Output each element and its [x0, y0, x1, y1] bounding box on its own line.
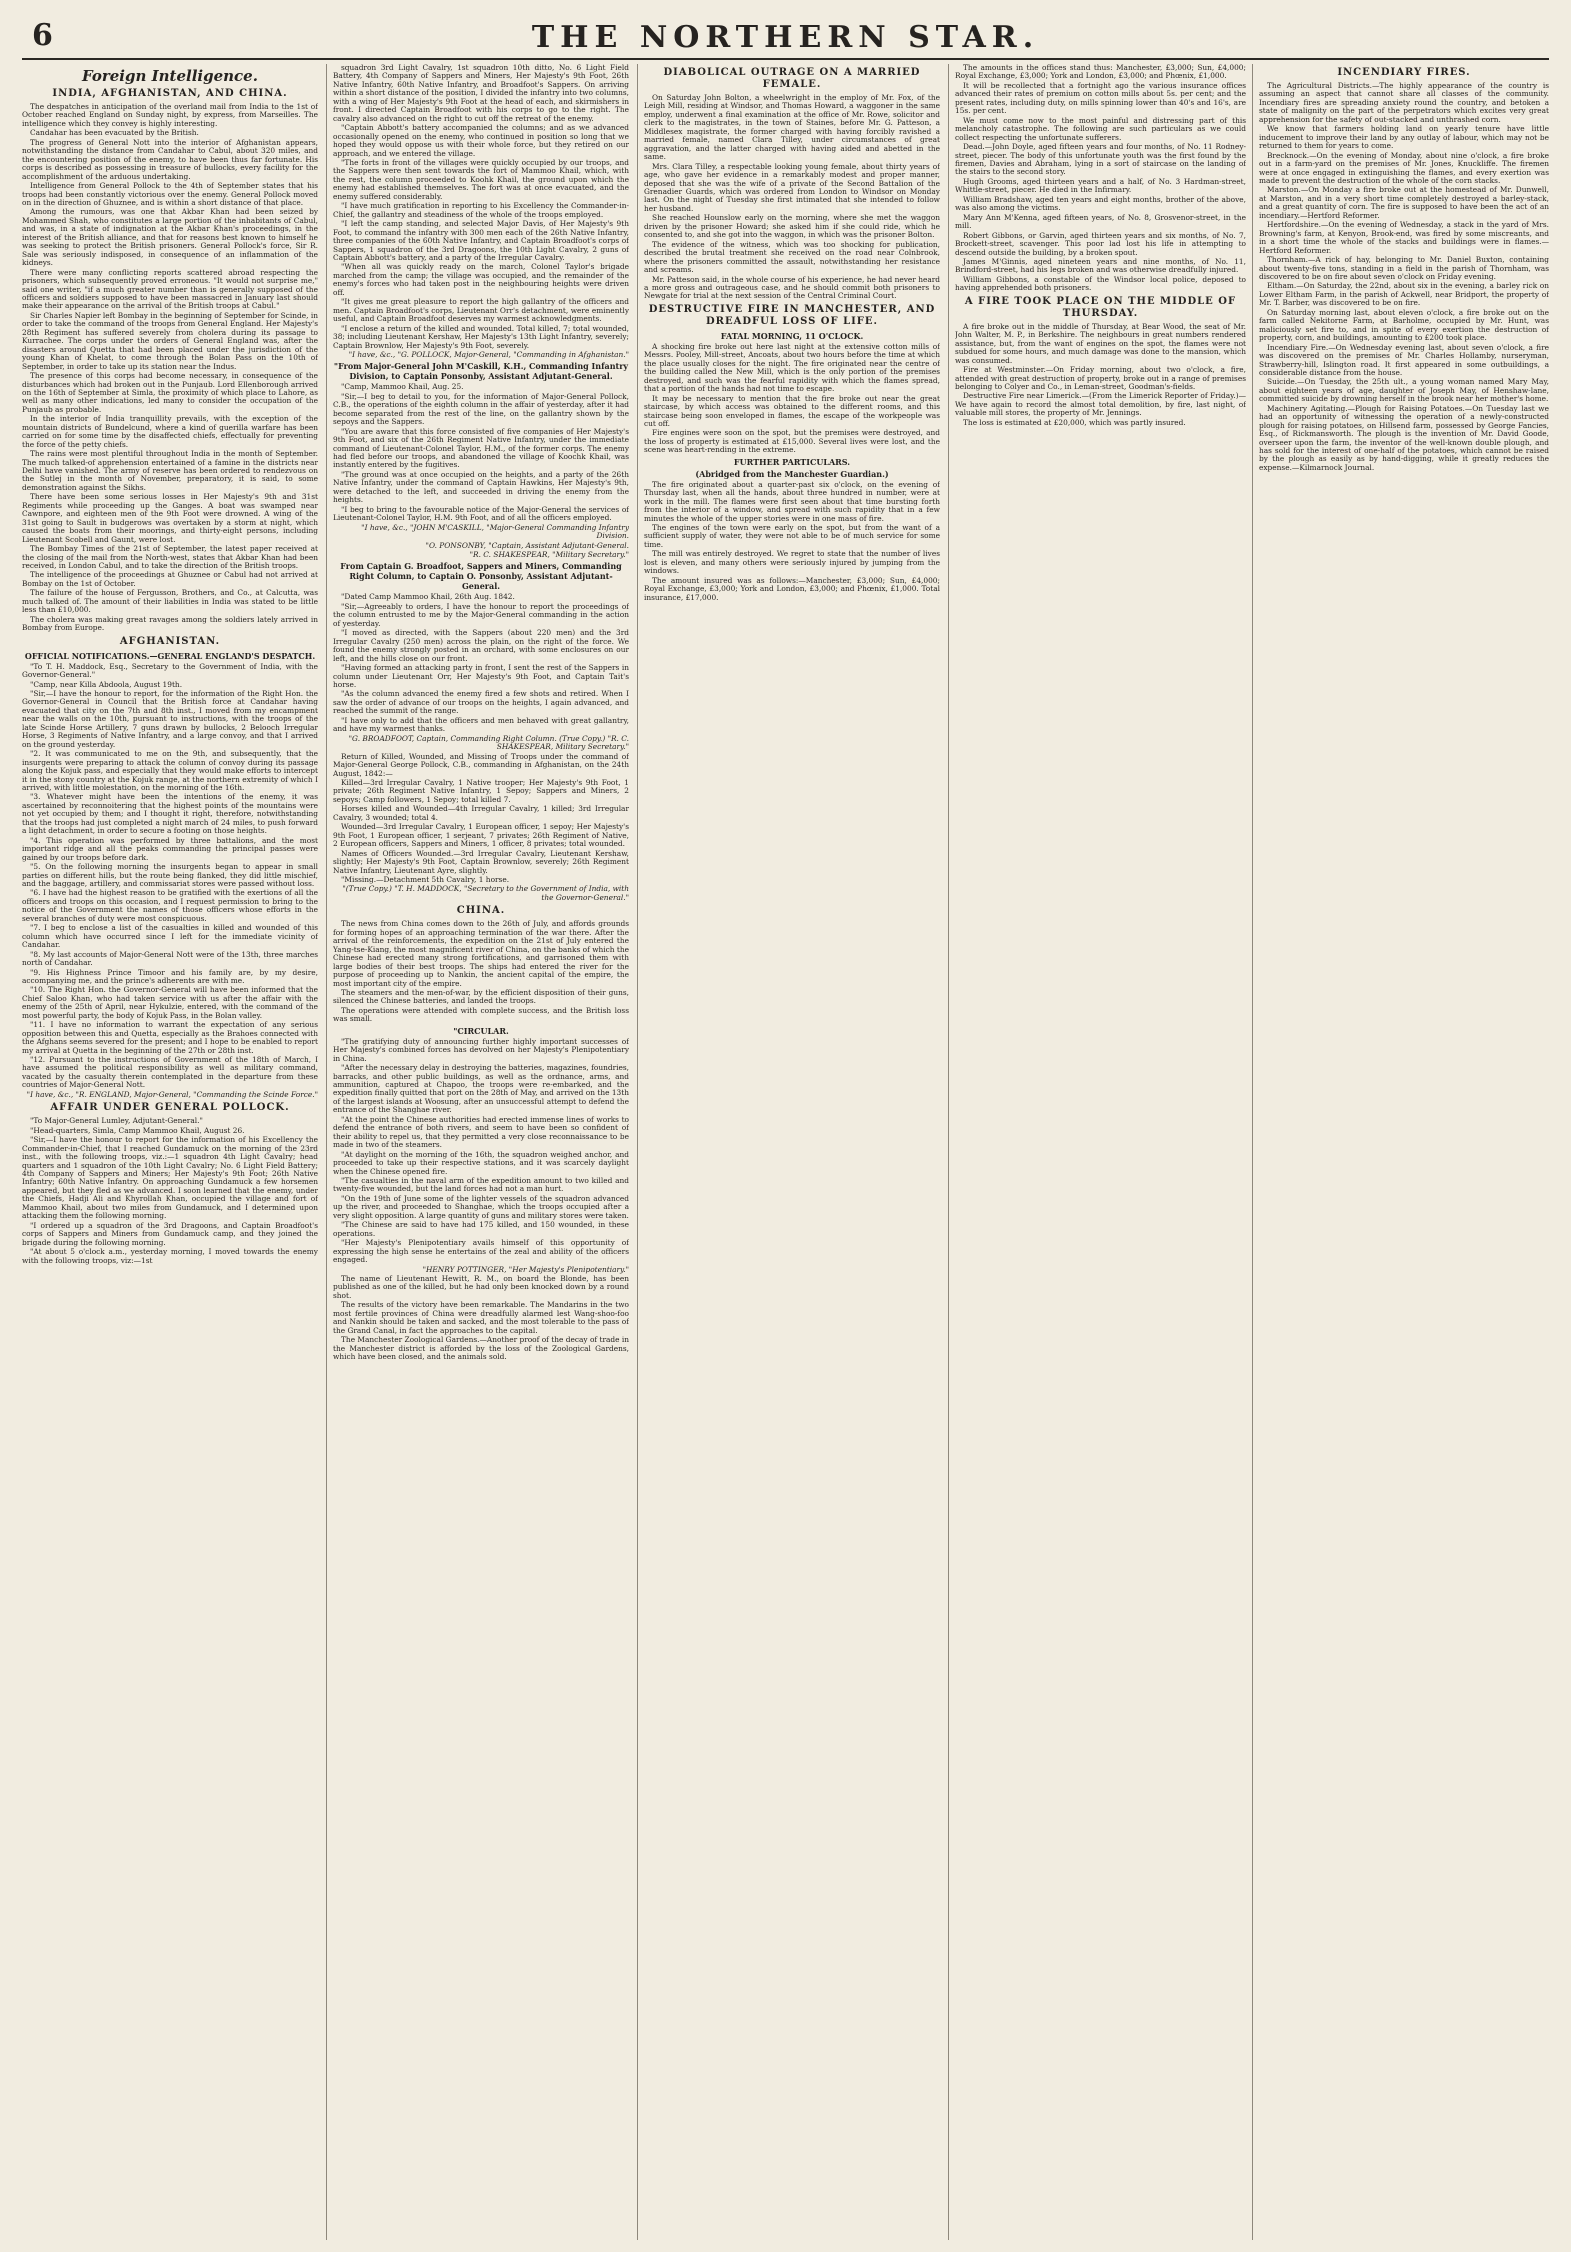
paragraph: "2. It was communicated to me on the 9th, and subsequently, that the insurgents were preparing to attack the column of convoy during its passage along the Kojuk pass, and especially that they would make efforts to intercept it in the stony country at the Kojuk range, at the northern extremity of which I arrived, with little molestation, on the morning of the 16th.	[22, 749, 318, 792]
paragraph: Machinery Agitating.—Plough for Raising Potatoes.—On Tuesday last we had an opportunity of witnessing the operation of a newly-constructed plough for raising potatoes, on Hillsend farm, possessed by George Fancies, Esq., of Rickmansworth. The plough is the invention of Mr. David Goode, overseer upon the farm, the inventor of the well-known double plough, and has sold for the interest of one-half of the potatoes, which cannot be raised by the plough as easily as by hand-digging, while it greatly reduces the expense.—Kilmarnock Journal.	[1259, 403, 1549, 472]
paragraph: "I left the camp standing, and selected Major Davis, of Her Majesty's 9th Foot, to command the infantry with 300 men each of the 26th Native Infantry, three companies of the 60th Native Infantry, and Captain Broadfoot's corps of Sappers, 1 squadron of the 3rd Dragoons, the 10th Light Cavalry, 2 guns of Captain Abbott's battery, and a party of the Irregular Cavalry.	[333, 219, 629, 262]
paragraph: The despatches in anticipation of the overland mail from India to the 1st of October reached England on Sunday night, by express, from Marseilles. The intelligence which they convey is highly interesting.	[22, 102, 318, 128]
paragraph: "The ground was at once occupied on the heights, and a party of the 26th Native Infantry, under the command of Captain Hawkins, Her Majesty's 9th, were detached to the left, and succeeded in driving the enemy from the heights.	[333, 469, 629, 505]
signature: "R. C. SHAKESPEAR, "Military Secretary."	[469, 550, 629, 560]
paragraph: The Agricultural Districts.—The highly appearance of the country is assuming an aspect that cannot share all classes of the community. Incendiary fires are spreading anxiety round the country, and betoken a state of malignity on the part of the perpetrators which excites very great apprehension for the safety of out-stacked and unthrashed corn.	[1259, 81, 1549, 124]
paragraph: "I have much gratification in reporting to his Excellency the Commander-in-Chief, the gallantry and steadiness of the whole of the troops employed.	[333, 201, 629, 219]
section-heading: A FIRE TOOK PLACE ON THE MIDDLE OF THURSDAY.	[964, 295, 1237, 319]
paragraph: "On the 19th of June some of the lighter vessels of the squadron advanced up the river, and proceeded to Shanghae, which the troops occupied after a very slight opposition. A large quantity of guns and military stores were taken.	[333, 1193, 629, 1220]
paragraph: "After the necessary delay in destroying the batteries, magazines, foundries, barracks, and other public buildings, as well as the ordnance, arms, and ammunition, captured at Chapoo, the troops were re-embarked, and the expedition finally quitted that port on the 28th of May, and arrived on the 13th of the largest islands at Woosung, after an unsuccessful attempt to defend the entrance of the Shanghae river.	[333, 1063, 629, 1115]
paragraph: "It gives me great pleasure to report the high gallantry of the officers and men. Captain Broadfoot's corps, Lieutenant Orr's detachment, were eminently useful, and Captain Broadfoot deserves my warmest acknowledgments.	[333, 297, 629, 324]
column-4	[955, 64, 1246, 2240]
section-heading: AFFAIR UNDER GENERAL POLLOCK.	[50, 1102, 290, 1114]
paragraph: The cholera was making great ravages among the soldiers lately arrived in Bombay from Europe.	[22, 614, 318, 633]
paragraph: The news from China comes down to the 26th of July, and affords grounds for forming hopes of an approaching termination of the war there. After the arrival of the reinforcements, the expedition on the 21st of July entered the Yang-tse-Kiang, the most magnificent river of China, on the banks of which the Chinese had erected many strong fortifications, and garrisoned them with large bodies of their best troops. The ships had entered the river for the purpose of proceeding up to Nankin, the ancient capital of the empire, the most important city of the empire.	[333, 919, 629, 988]
subheading: FURTHER PARTICULARS.	[733, 456, 851, 467]
paragraph: Mr. Patteson said, in the whole course of his experience, he had never heard a more gross and outrageous case, and he should commit both prisoners to Newgate for trial at the next session of the Central Criminal Court.	[644, 274, 940, 301]
paragraph: Horses killed and Wounded—4th Irregular Cavalry, 1 killed; 3rd Irregular Cavalry, 3 wounded; total 4.	[333, 804, 629, 822]
signature: "HENRY POTTINGER, "Her Majesty's Plenipotentiary."	[422, 1264, 629, 1274]
paragraph: "Dated Camp Mammoo Khail, 26th Aug. 1842.	[341, 592, 515, 602]
paragraph: Candahar has been evacuated by the British.	[30, 128, 199, 138]
section-heading: INCENDIARY FIRES.	[1337, 67, 1471, 78]
masthead	[22, 18, 1549, 60]
paragraph: "As the column advanced the enemy fired a few shots and retired. When I saw the order of advance of our troops on the heights, I again advanced, and reached the summit of the range.	[333, 689, 629, 716]
paragraph: "I beg to bring to the favourable notice of the Major-General the services of Lieutenant-Colonel Taylor, H.M. 9th Foot, and of all the officers employed.	[333, 504, 629, 523]
paragraph: A fire broke out in the middle of Thursday, at Bear Wood, the seat of Mr. John Walter, M. P., in Berkshire. The neighbours in great numbers rendered assistance, but, from the want of engines on the spot, the flames were not subdued for some hours, and much damage was done to the mansion, which was consumed.	[955, 321, 1246, 365]
paragraph: "Captain Abbott's battery accompanied the columns; and as we advanced occasionally opened on the enemy, who continued in position so long that we hoped they would oppose us with their whole force, but they retired on our approach, and we entered the village.	[333, 123, 629, 158]
paragraph: The fire originated about a quarter-past six o'clock, on the evening of Thursday last, when all the hands, about three hundred in number, were at work in the mill. The flames were first seen about that time bursting forth from the interior of a window, and spread with such rapidity that in a few minutes the whole of the upper stories were in one mass of fire.	[644, 479, 940, 523]
paragraph: "When all was quickly ready on the march, Colonel Taylor's brigade marched from the camp; the village was occupied, and the remainder of the enemy's forces who had taken post in the neighbouring heights were driven off.	[333, 262, 629, 297]
paragraph: "Sir,—I have the honour to report for the information of his Excellency the Commander-in-Chief, that I reached Gundamuck on the morning of the 23rd inst., with the following troops, viz.:—1 squadron 4th Light Cavalry; head quarters and 1 squadron of the 10th Light Cavalry; No. 6 Light Field Battery; 4th Company of Sappers and Miners; Her Majesty's 9th Foot; 26th Native Infantry; 60th Native Infantry. On approaching Gundamuck a few horsemen appeared, but they fled as we advanced. I soon learned that the enemy, under the Chiefs, Hadji Ali and Khyrollah Khan, occupied the village and fort of Mammoo Khail, about two miles from Gundamuck, and I determined upon attacking them the following morning.	[22, 1135, 318, 1221]
paragraph: "To Major-General Lumley, Adjutant-General."	[30, 1116, 203, 1126]
paragraph: "Sir,—I beg to detail to you, for the information of Major-General Pollock, C.B., the operations of the eighth column in the affair of yesterday, after it had become separated from the rest of the line, on the gallantry shown by the sepoys and the Sappers.	[333, 391, 629, 427]
paragraph: The intelligence of the proceedings at Ghuznee or Cabul had not arrived at Bombay on the 1st of October.	[22, 570, 318, 588]
paragraph: The loss is estimated at £20,000, which was partly insured.	[963, 417, 1186, 427]
paragraph: The progress of General Nott into the interior of Afghanistan appears, notwithstanding the distance from Candahar to Cabul, about 320 miles, and the encountering position of the enemy, to have been thus far fortunate. His corps is described as possessing in treasure of bullocks, every facility for the accomplishment of the arduous undertaking.	[22, 137, 318, 181]
subheading: OFFICIAL NOTIFICATIONS.—GENERAL ENGLAND'S DESPATCH.	[24, 650, 316, 661]
column-5	[1259, 64, 1549, 2240]
paragraph: Incendiary Fire.—On Wednesday evening last, about seven o'clock, a fire was discovered on the premises of Mr. Charles Hollamby, nurseryman, Strawberry-hill, Islington road. It first appeared in some outbuildings, a considerable distance from the house.	[1259, 342, 1549, 377]
paragraph: Mrs. Clara Tilley, a respectable looking young female, about thirty years of age, who gave her evidence in a remarkably modest and proper manner, deposed that she was the wife of a private of the Second Battalion of the Grenadier Guards, which was ordered from London to Windsor on Monday last. On the night of Tuesday she first intimated that she intended to follow her husband.	[644, 161, 940, 213]
paragraph: "Her Majesty's Plenipotentiary avails himself of this opportunity of expressing the high sense he entertains of the zeal and ability of the officers engaged.	[333, 1238, 629, 1265]
subheading: (Abridged from the Manchester Guardian.)	[695, 468, 889, 479]
paragraph: It may be necessary to mention that the fire broke out near the great staircase, by which access was obtained to the different rooms, and this staircase being soon enveloped in flames, the escape of the workpeople was cut off.	[644, 393, 940, 428]
paragraph: "Having formed an attacking party in front, I sent the rest of the Sappers in column under Lieutenant Orr, Her Majesty's 9th Foot, and Captain Tait's horse.	[333, 663, 629, 689]
paragraph: Hertfordshire.—On the evening of Wednesday, a stack in the yard of Mrs. Browning's farm, at Kenyon, Brook-end, was fired by some miscreants, and in a short time the whole of the stacks and buildings were in flames.—Hertford Reformer.	[1259, 220, 1549, 255]
paragraph: "I enclose a return of the killed and wounded. Total killed, 7; total wounded, 38; including Lieutenant Kershaw, Her Majesty's 13th Light Infantry, severely; Captain Brownlow, Her Majesty's 9th Foot, severely.	[333, 323, 629, 350]
paragraph: "At daylight on the morning of the 16th, the squadron weighed anchor, and proceeded to take up their respective stations, and it was scarcely daylight when the Chinese opened fire.	[333, 1149, 629, 1176]
subheading: "CIRCULAR.	[453, 1025, 509, 1036]
paragraph: "The Chinese are said to have had 175 killed, and 150 wounded, in these operations.	[333, 1220, 629, 1238]
signature: "G. BROADFOOT, Captain, Commanding Right Column. (True Copy.) "R. C. SHAKESPEAR, Military Secretary."	[348, 733, 629, 752]
page-number: 6	[32, 18, 53, 53]
paragraph: It will be recollected that a fortnight ago the various insurance offices advanced their rates of premium on cotton mills about 5s. per cent; and the present rates, including duty, on mills spinning lower than 40's and 16's, are 15s. per cent.	[955, 80, 1246, 116]
paragraph: "11. I have no information to warrant the expectation of any serious opposition between this and Quetta, especially as the Brahoes connected with the Afghans seems severed for the present; and I hope to be enabled to report my arrival at Quetta in the beginning of the 27th or 28th inst.	[22, 1020, 318, 1055]
paragraph: "10. The Right Hon. the Governor-General will have been informed that the Chief Saloo Khan, who had taken service with us after the affair with the enemy of the 25th of April, near Hykulzie, entered, with the command of the most powerful party, the body of Kojuk Pass, in the Bolan valley.	[22, 985, 318, 1020]
paragraph: "Sir,—I have the honour to report, for the information of the Right Hon. the Governor-General in Council that the British force at Candahar having evacuated that city on the 7th and 8th inst., I moved from my encampment near the walls on the 10th, pursuant to instructions, with the troops of the late Scinde Horse Artillery, 7 guns drawn by bullocks, 2 Belooch Irregular Horse, 3 Regiments of Native Infantry, and a large convoy, and that I arrived on the ground yesterday.	[22, 689, 318, 749]
paragraph: The operations were attended with complete success, and the British loss was small.	[333, 1005, 629, 1024]
paragraph: Among the rumours, was one that Akbar Khan had been seized by Mohammed Shah, who constitutes a large portion of the inhabitants of Cabul, and was, in a state of indignation at the Akbar Khan's proceedings, in the interest of the British alliance, and that for reasons best known to himself he was seeking to protect the British prisoners. General Pollock's force, Sir R. Sale was seriously indisposed, in consequence of an inflammation of the kidneys.	[22, 207, 318, 268]
section-heading: Foreign Intelligence.	[82, 67, 258, 85]
paragraph: William Gibbons, a constable of the Windsor local police, deposed to having apprehended both prisoners.	[955, 274, 1246, 293]
column-2	[333, 64, 629, 2240]
column-rule	[1252, 64, 1253, 2240]
column-rule	[948, 64, 949, 2240]
section-heading: INDIA, AFGHANISTAN, AND CHINA.	[52, 88, 288, 99]
subheading: "From Major-General John M'Caskill, K.H., Commanding Infantry Division, to Captain Ponsonby, Assistant Adjutant-General.	[333, 361, 629, 382]
paragraph: Marston.—On Monday a fire broke out at the homestead of Mr. Dunwell, at Marston, and in a very short time completely destroyed a barley-stack, and a great quantity of corn. The fire is supposed to have been the act of an incendiary.—Hertford Reformer.	[1259, 185, 1549, 220]
paragraph: Return of Killed, Wounded, and Missing of Troops under the command of Major-General George Pollock, C.B., commanding in Afghanistan, on the 24th August, 1842:—	[333, 751, 629, 778]
paragraph: The steamers and the men-of-war, by the efficient disposition of their guns, silenced the Chinese batteries, and landed the troops.	[333, 987, 629, 1006]
paragraph: Killed—3rd Irregular Cavalry, 1 Native trooper; Her Majesty's 9th Foot, 1 private; 26th Regiment Native Infantry, 1 Sepoy; Sappers and Miners, 2 sepoys; Camp followers, 1 Sepoy; total killed 7.	[333, 777, 629, 804]
paragraph: Dead.—John Doyle, aged fifteen years and four months, of No. 11 Rodney-street, piecer. The body of this unfortunate youth was the first found by the firemen, Davies and Abraham, lying in a sort of staircase on the landing of the stairs to the second story.	[955, 142, 1246, 177]
paragraph: The amount insured was as follows:—Manchester, £3,000; Sun, £4,000; Royal Exchange, £3,000; York and London, £3,000; and Phœnix, £1,000. Total insurance, £17,000.	[644, 575, 940, 602]
paragraph: "Camp, near Killa Abdoola, August 19th.	[30, 679, 183, 689]
paragraph: "Camp, Mammoo Khail, Aug. 25.	[341, 382, 464, 392]
paragraph: Eltham.—On Saturday, the 22nd, about six in the evening, a barley rick on Lower Eltham Farm, in the parish of Ackwell, near Bridport, the property of Mr. T. Barber, was discovered to be on fire.	[1259, 281, 1549, 308]
paragraph: "To T. H. Maddock, Esq., Secretary to the Government of India, with the Governor-General."	[22, 661, 318, 680]
subheading: FATAL MORNING, 11 O'CLOCK.	[720, 330, 864, 341]
paragraph: In the interior of India tranquillity prevails, with the exception of the mountain districts of Bundelcund, where a kind of guerilla warfare has been carried on for some time by the disaffected chiefs, effectually for preventing the force of the petty chiefs.	[22, 414, 318, 449]
paragraph: Names of Officers Wounded.—3rd Irregular Cavalry, Lieutenant Kershaw, slightly; Her Majesty's 9th Foot, Captain Brownlow, severely; 26th Regiment Native Infantry, Lieutenant Ayre, slightly.	[333, 848, 629, 875]
paragraph: "Head-quarters, Simla, Camp Mammoo Khail, August 26.	[30, 1125, 245, 1135]
paragraph: On Saturday John Bolton, a wheelwright in the employ of Mr. Fox, of the Leigh Mill, residing at Windsor, and Thomas Howard, a waggoner in the same employ, underwent a final examination at the office of Mr. Rowe, solicitor and clerk to the magistrates, in the town of Staines, before Mr. G. Patteson, a Middlesex magistrate, the former charged with having forcibly ravished a married female, named Clara Tilley, under circumstances of great aggravation, and the latter charged with having aided and abetted in the same.	[644, 93, 940, 162]
paragraph: "8. My last accounts of Major-General Nott were of the 13th, three marches north of Candahar.	[22, 949, 318, 968]
signature: "(True Copy.) "T. H. MADDOCK, "Secretary to the Government of India, with the Governor-General."	[342, 884, 629, 902]
signature: "I have, &c., "G. POLLOCK, Major-General, "Commanding in Afghanistan."	[348, 349, 629, 359]
paragraph: There were many conflicting reports scattered abroad respecting the prisoners, which subsequently proved erroneous. "It would not surprise me," said one writer, "if a much greater number than is generally supposed of the officers and soldiers supposed to have been massacred in January last should make their appearance on the arrival of the British troops at Cabul."	[22, 267, 318, 311]
section-heading: DIABOLICAL OUTRAGE ON A MARRIED FEMALE.	[663, 67, 921, 90]
paragraph: On Saturday morning last, about eleven o'clock, a fire broke out on the farm called Nekitorne Farm, at Barholme, occupied by Mr. Hunt, was maliciously set fire to, and in spite of every exertion the destruction of property, corn, and buildings, amounting to £200 took place.	[1259, 307, 1549, 343]
paragraph: The results of the victory have been remarkable. The Mandarins in the two most fertile provinces of China were dreadfully alarmed lest Wang-shoo-foo and Nankin should be taken and sacked, and the most tolerable to the pass of the Grand Canal, in fact the approaches to the capital.	[333, 1300, 629, 1335]
paragraph: "4. This operation was performed by three battalions, and the most important ridge and all the peaks commanding the principal passes were gained by our troops before dark.	[22, 835, 318, 862]
paragraph: The rains were most plentiful throughout India in the month of September. The much talked-of apprehension entertained of a famine in the districts near Delhi have vanished. The army of reserve has been ordered to rendezvous on the Sutlej in the month of November, preparatory, it is said, to some demonstration against the Sikhs.	[22, 449, 318, 492]
paragraph: "At about 5 o'clock a.m., yesterday morning, I moved towards the enemy with the following troops, viz:—1st	[22, 1247, 318, 1265]
paragraph: A shocking fire broke out here last night at the extensive cotton mills of Messrs. Pooley, Mill-street, Ancoats, about two hours before the time at which the place usually closes for the night. The fire originated near the centre of the building called the New Mill, which is the only portion of the premises destroyed, and such was the fearful rapidity with which the flames spread, that a portion of the hands had not time to escape.	[644, 341, 940, 394]
paragraph: "At the point the Chinese authorities had erected immense lines of works to defend the entrance of both rivers, and seem to have been so confident of their ability to repel us, that they permitted a very close reconnaissance to be made in two of the steamers.	[333, 1114, 629, 1150]
paragraph: "12. Pursuant to the instructions of Government of the 18th of March, I have assumed the political responsibility as well as military command, vacated by the casualty therein contemplated in the departure from these countries of Major-General Nott.	[22, 1055, 318, 1090]
paragraph: squadron 3rd Light Cavalry, 1st squadron 10th ditto, No. 6 Light Field Battery, 4th Company of Sappers and Miners, Her Majesty's 9th Foot, 26th Native Infantry, 60th Native Infantry, and Broadfoot's Sappers. On arriving within a short distance of the position, I divided the infantry into two columns, with a wing of Her Majesty's 9th Foot at the head of each, and skirmishers in front. I directed Captain Broadfoot with his corps to go to the right. The cavalry also advanced on the right to cut off the retreat of the enemy.	[333, 64, 629, 123]
paragraph: "7. I beg to enclose a list of the casualties in killed and wounded of this column which have occurred since I left for the immediate vicinity of Candahar.	[22, 923, 318, 950]
paragraph: Sir Charles Napier left Bombay in the beginning of September for Scinde, in order to take the command of the troops from General England. Her Majesty's 28th Regiment has suffered severely from cholera during its passage to Kurrachee. The corps under the orders of General England was, after the disasters around Quetta that had been placed under the jurisdiction of the young Khan of Khelat, to come through the Bolan Pass on the 10th of September, in order to take up its station near the Indus.	[22, 310, 318, 371]
paragraph: "I ordered up a squadron of the 3rd Dragoons, and Captain Broadfoot's corps of Sappers and Miners from Gundamuck camp, and they joined the brigade during the following morning.	[22, 1220, 318, 1247]
paragraph: "I moved as directed, with the Sappers (about 220 men) and the 3rd Irregular Cavalry (250 men) across the plain, on the right of the force. We found the enemy strongly posted in an orchard, with some enclosures on our left, and the hills close on our front.	[333, 628, 629, 663]
page-body	[22, 64, 1549, 2240]
paragraph: "6. I have had the highest reason to be gratified with the exertions of all the officers and troops on this occasion, and I request permission to bring to the notice of the Government the names of those officers whose efforts in the several branches of duty were most conspicuous.	[22, 888, 318, 923]
column-1	[22, 64, 318, 2240]
paragraph: "9. His Highness Prince Timoor and his family are, by my desire, accompanying me, and the prince's adherents are with me.	[22, 967, 318, 985]
paragraph: The Bombay Times of the 21st of September, the latest paper received at the closing of the mail from the North-west, states that Akbar Khan had been received, in London Cabul, and to take the direction of the British troops.	[22, 544, 318, 571]
paragraph: We must come now to the most painful and distressing part of this melancholy catastrophe. The following are such particulars as we could collect respecting the unfortunate sufferers.	[955, 115, 1246, 142]
paragraph: The mill was entirely destroyed. We regret to state that the number of lives lost is eleven, and many others were seriously injured by jumping from the windows.	[644, 549, 940, 576]
section-heading: CHINA.	[456, 905, 506, 917]
paragraph: The name of Lieutenant Hewitt, R. M., on board the Blonde, has been published as one of the killed, but he had only been knocked down by a round shot.	[333, 1274, 629, 1300]
paragraph: The evidence of the witness, which was too shocking for publication, described the brutal treatment she received on the road near Colnbrook, where the prisoners committed the assault, notwithstanding her resistance and screams.	[644, 239, 940, 275]
paragraph: "I have only to add that the officers and men behaved with great gallantry, and have my warmest thanks.	[333, 715, 629, 734]
paragraph: Thornham.—A rick of hay, belonging to Mr. Daniel Buxton, containing about twenty-five tons, standing in a field in the parish of Thornham, was discovered to be on fire about seven o'clock on Friday evening.	[1259, 255, 1549, 281]
paragraph: Wounded—3rd Irregular Cavalry, 1 European officer, 1 sepoy; Her Majesty's 9th Foot, 1 European officer, 1 serjeant, 7 privates; 26th Regiment of Native, 2 European officers, Sappers and Miners, 1 officer, 8 privates; total wounded.	[333, 822, 629, 849]
paragraph: The presence of this corps had become necessary, in consequence of the disturbances which had broken out in the Punjaub. Lord Ellenborough arrived on the 16th of September at Simla, the proximity of which place to Lahore, as well as many other indications, led many to consider the occupation of the Punjaub as probable.	[22, 371, 318, 414]
paragraph: Robert Gibbons, or Garvin, aged thirteen years and six months, of No. 7, Brockett-street, scavenger. This poor lad lost his life in attempting to descend outside the building, by a broken spout.	[955, 230, 1246, 257]
paragraph: We know that farmers holding land on yearly tenure have little inducement to improve their land by any outlay of labour, which may not be returned to them for years to come.	[1259, 124, 1549, 151]
newspaper-title: THE NORTHERN STAR.	[531, 20, 1040, 55]
paragraph: "Missing.—Detachment 5th Cavalry, 1 horse.	[341, 874, 510, 884]
paragraph: "The gratifying duty of announcing further highly important successes of Her Majesty's combined forces has devolved on her Majesty's Plenipotentiary in China.	[333, 1036, 629, 1063]
paragraph: "The casualties in the naval arm of the expedition amount to two killed and twenty-five wounded, but the land forces had not a man hurt.	[333, 1176, 629, 1194]
paragraph: "5. On the following morning the insurgents began to appear in small parties on different hills, but the route being flanked, they did little mischief, and the baggage, artillery, and commissariat stores were passed without loss.	[22, 862, 318, 888]
paragraph: "Sir,—Agreeably to orders, I have the honour to report the proceedings of the column entrusted to me by the Major-General commanding in the action of yesterday.	[333, 601, 629, 628]
paragraph: There have been some serious losses in Her Majesty's 9th and 31st Regiments while proceeding up the Ganges. A boat was swamped near Cawnpore, and eighteen men of the 9th Foot were drowned. A wing of the 31st going to Sault in budgerows was overtaken by a storm at night, which caused the boats from their moorings, and thirty-eight persons, including Lieutenant Scobell and Gaunt, were lost.	[22, 492, 318, 544]
paragraph: Mary Ann M'Kenna, aged fifteen years, of No. 8, Grosvenor-street, in the mill.	[955, 212, 1246, 231]
paragraph: Intelligence from General Pollock to the 4th of September states that his troops had been constantly victorious over the enemy. General Pollock moved on in the direction of Ghuznee, and is within a short distance of that place.	[22, 181, 318, 207]
column-3	[644, 64, 940, 2240]
column-rule	[326, 64, 327, 2240]
section-heading: DESTRUCTIVE FIRE IN MANCHESTER, AND DREADFUL LOSS OF LIFE.	[648, 303, 936, 327]
paragraph: The engines of the town were early on the spot, but from the want of a sufficient supply of water, they were not able to be of much service for some time.	[644, 523, 940, 549]
subheading: From Captain G. Broadfoot, Sappers and Miners, Commanding Right Column, to Captain O. Ponsonby, Assistant Adjutant-General.	[340, 561, 622, 592]
paragraph: "You are aware that this force consisted of five companies of Her Majesty's 9th Foot, and six of the 26th Regiment Native Infantry, under the immediate command of Lieutenant-Colonel Taylor, H.M., of the former corps. The enemy had fled before our troops, and abandoned the village of Koochk Khail, was instantly entered by the fugitives.	[333, 426, 629, 470]
signature: "O. PONSONBY, "Captain, Assistant Adjutant-General.	[425, 540, 629, 550]
paragraph: Fire engines were soon on the spot, but the premises were destroyed, and the loss of property is estimated at £15,000. Several lives were lost, and the scene was heart-rending in the extreme.	[644, 428, 940, 455]
paragraph: "The forts in front of the villages were quickly occupied by our troops, and the Sappers were then sent towards the fort of Mammoo Khail, which, with the rest, the column proceeded to Koohk Khail, the ground upon which the enemy had established themselves. The fort was at once evacuated, and the enemy suffered considerably.	[333, 157, 629, 201]
signature: "I have, &c., "JOHN M'CASKILL, "Major-General Commanding Infantry Division.	[361, 522, 629, 541]
paragraph: James M'Ginnis, aged nineteen years and nine months, of No. 11, Brindford-street, had his legs broken and was otherwise dreadfully injured.	[955, 256, 1246, 275]
paragraph: Fire at Westminster.—On Friday morning, about two o'clock, a fire, attended with great destruction of property, broke out in a range of premises belonging to Colyer and Co., in Leman-street, Goodman's-fields.	[955, 365, 1246, 391]
paragraph: The failure of the house of Fergusson, Brothers, and Co., at Calcutta, was much talked of. The amount of their liabilities in India was stated to be little less than £10,000.	[22, 588, 318, 615]
paragraph: "3. Whatever might have been the intentions of the enemy, it was ascertained by reconnoitering that the highest points of the mountains were not yet occupied by them; and I thought it right, therefore, notwithstanding that the troops had just completed a night march of 24 miles, to push forward a light detachment, in order to secure a footing on those heights.	[22, 792, 318, 836]
paragraph: Hugh Grooms, aged thirteen years and a half, of No. 3 Hardman-street, Whittle-street, piecer. He died in the Infirmary.	[955, 176, 1246, 195]
paragraph: The amounts in the offices stand thus: Manchester, £3,000; Sun, £4,000; Royal Exchange, £3,000; York and London, £3,000; and Phœnix, £1,000.	[955, 64, 1246, 81]
paragraph: Suicide.—On Tuesday, the 25th ult., a young woman named Mary May, about eighteen years of age, daughter of Joseph May, of Henshaw-lane, committed suicide by drowning herself in the brook near her mother's home.	[1259, 377, 1549, 404]
paragraph: Brecknock.—On the evening of Monday, about nine o'clock, a fire broke out in a farm-yard on the premises of Mr. Jones, Knuckliffe. The firemen were at once engaged in extinguishing the flames, and every exertion was made to prevent the destruction of the whole of the corn stacks.	[1259, 150, 1549, 185]
paragraph: The Manchester Zoological Gardens.—Another proof of the decay of trade in the Manchester district is afforded by the loss of the Zoological Gardens, which have been closed, and the animals sold.	[333, 1335, 629, 1362]
paragraph: William Bradshaw, aged ten years and eight months, brother of the above, was also among the victims.	[955, 194, 1246, 213]
section-heading: AFGHANISTAN.	[119, 635, 221, 647]
paragraph: She reached Hounslow early on the morning, where she met the waggon driven by the prisoner Howard; she asked him if she could ride, which he consented to, and she got into the waggon, in which was the prisoner Bolton.	[644, 213, 940, 240]
column-rule	[637, 64, 638, 2240]
paragraph: Destructive Fire near Limerick.—(From the Limerick Reporter of Friday.)—We have again to record the almost total demolition, by fire, last night, of valuable mill stores, the property of Mr. Jennings.	[955, 391, 1246, 418]
signature: "I have, &c., "R. ENGLAND, Major-General, "Commanding the Scinde Force."	[26, 1089, 318, 1099]
